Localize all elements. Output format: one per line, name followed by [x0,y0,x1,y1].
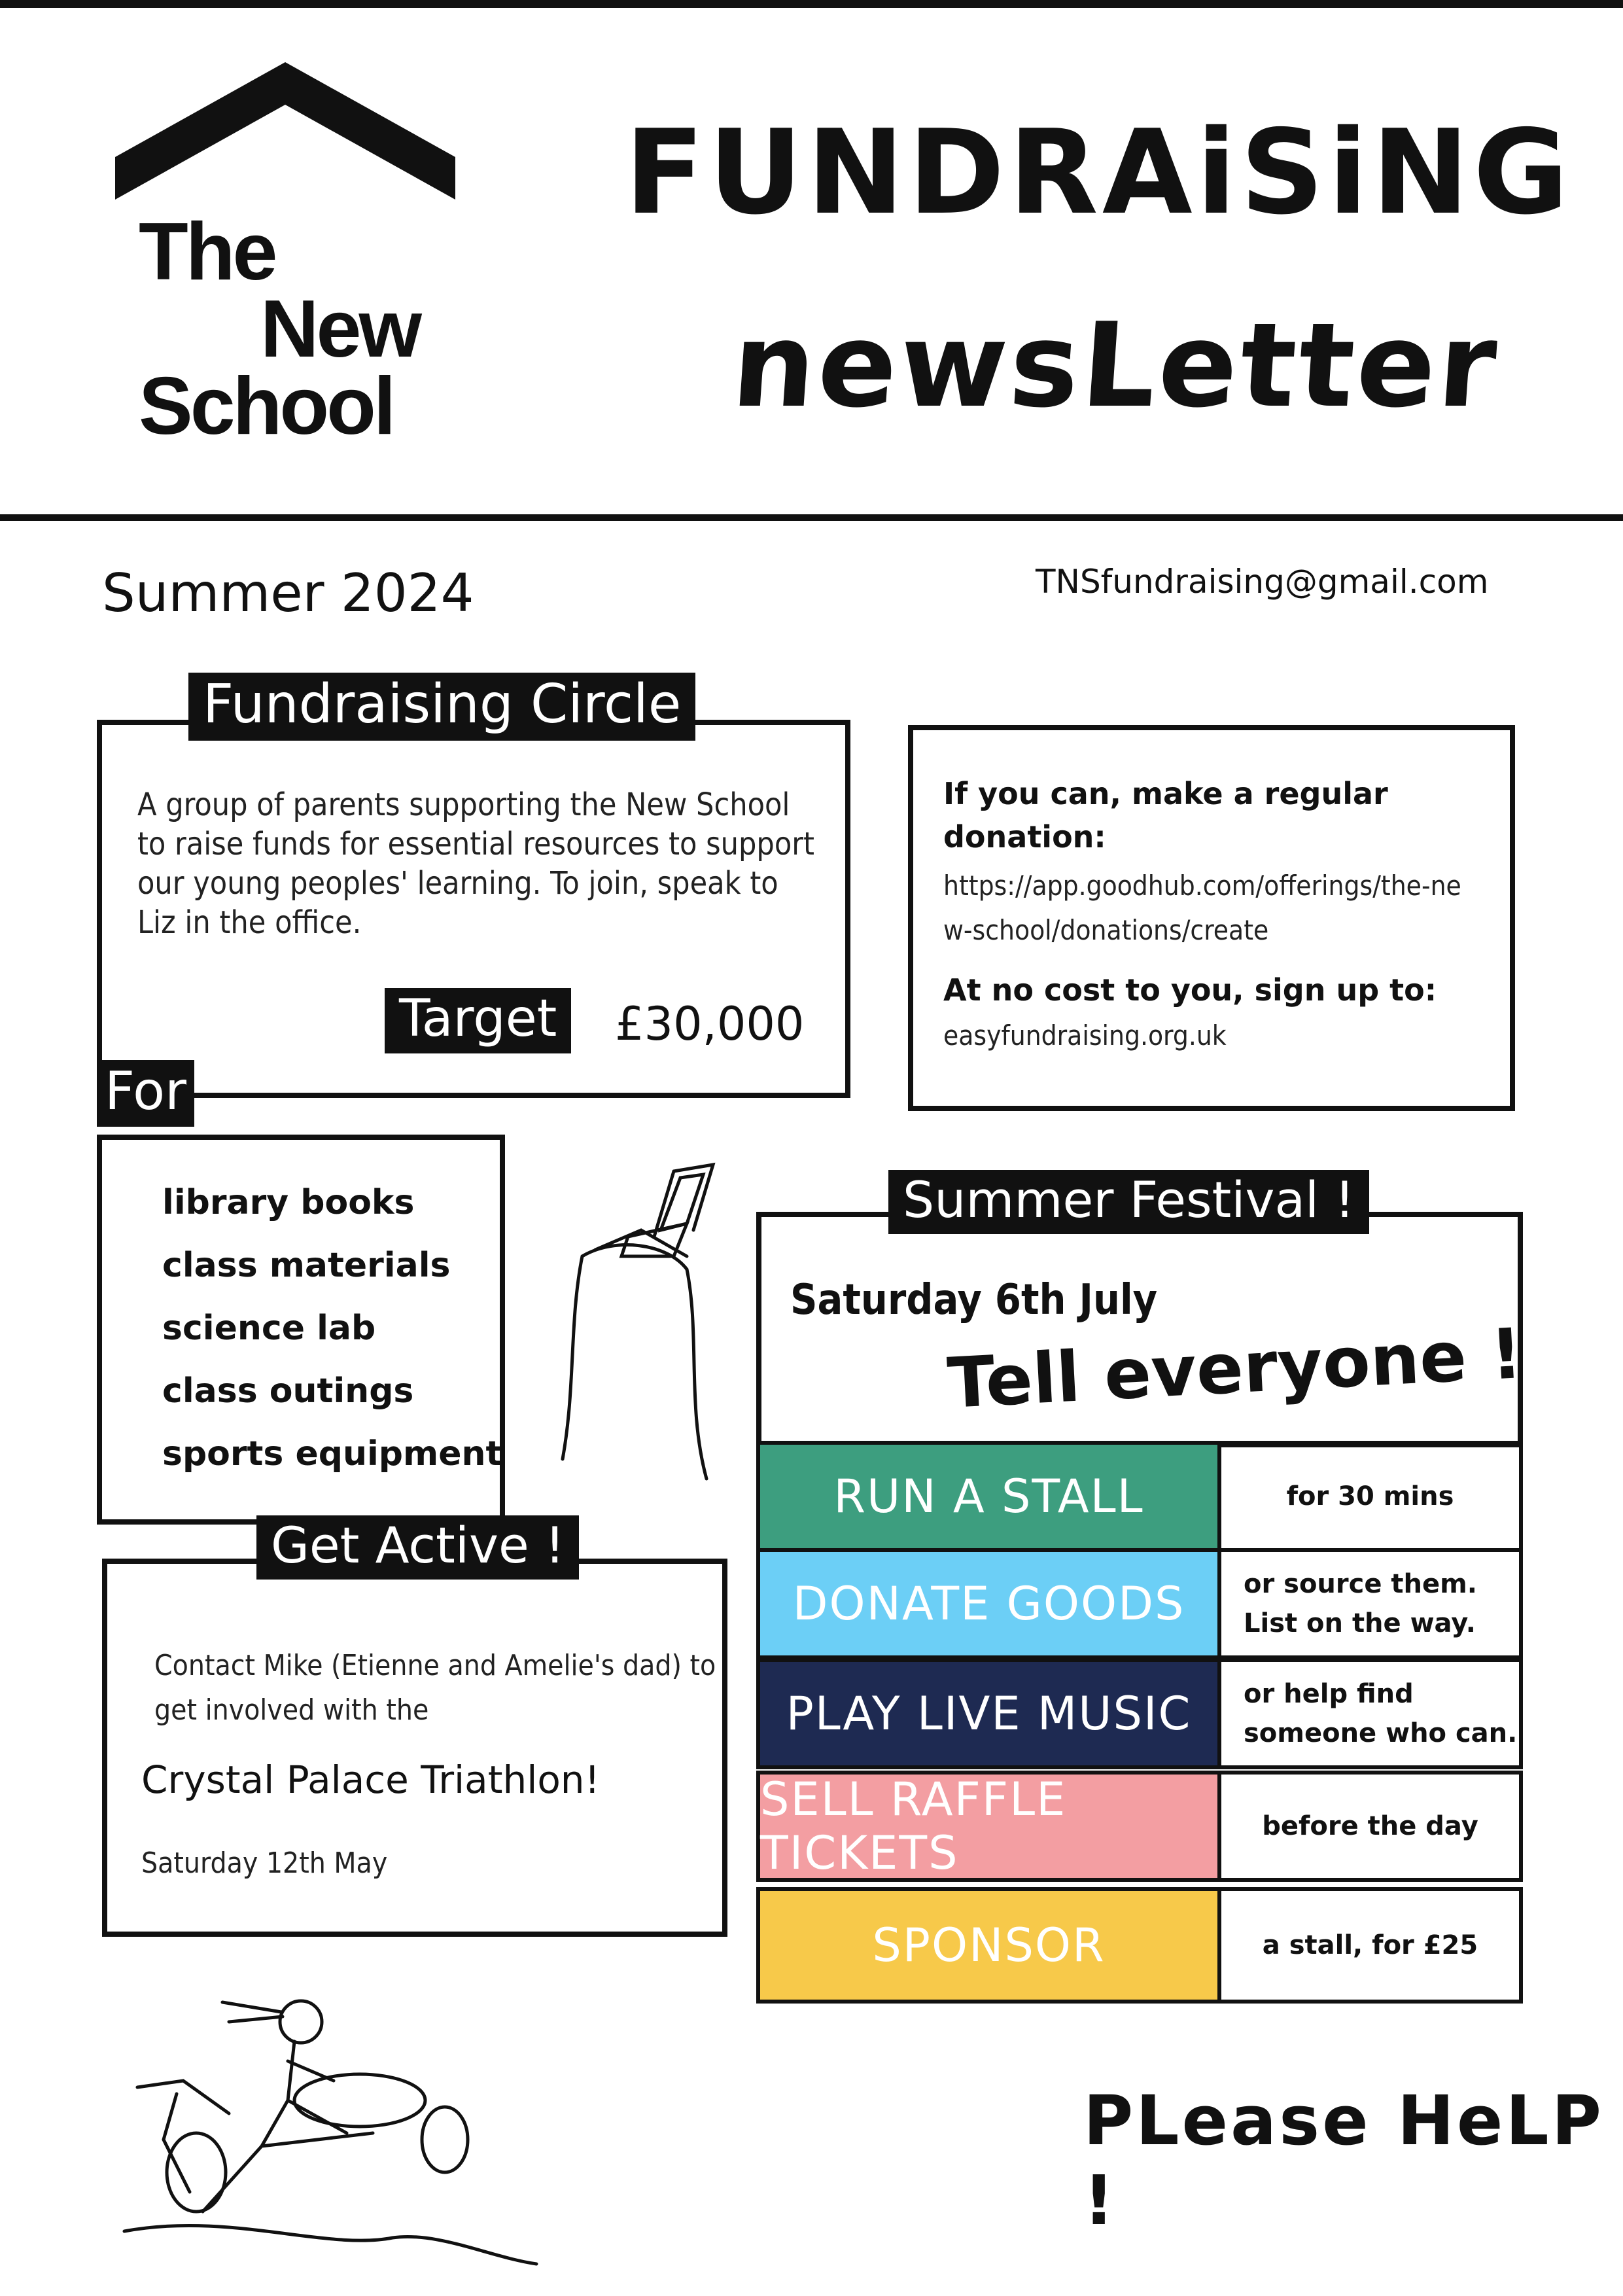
festival-row-run-stall [756,1441,1523,1552]
contact-email[interactable]: TNSfundraising@gmail.com [1036,563,1489,601]
triathlon-event: Crystal Palace Triathlon! [141,1757,600,1802]
list-item: library books [162,1183,415,1222]
list-item: class materials [162,1246,451,1285]
regular-donation-heading: If you can, make a regular donation: [943,776,1388,855]
for-label: For [97,1060,194,1127]
logo-line-school: School [139,361,394,451]
festival-row-live-music [756,1658,1523,1769]
list-item: science lab [162,1309,376,1348]
for-list [162,1171,502,1485]
triathlon-date: Saturday 12th May [141,1846,388,1880]
no-cost-heading: At no cost to you, sign up to: [943,972,1437,1008]
easyfundraising-link[interactable]: easyfundraising.org.uk [943,1019,1227,1051]
list-item: sports equipment [162,1434,502,1474]
festival-slogan: Tell everyone ! [945,1313,1524,1424]
raffle-detail: before the day [1262,1811,1478,1841]
get-active-contact: Contact Mike (Etienne and Amelie's dad) to get involved with the [154,1649,716,1727]
target-value: £30,000 [615,997,805,1051]
donate-goods-detail: or source them. List on the way. [1244,1569,1477,1638]
cyclist-illustration [98,1976,556,2277]
donation-tube-illustration [556,1158,726,1485]
newsletter-title-sub: newsLetter [727,298,1503,433]
get-active-label: Get Active ! [256,1515,579,1580]
sponsor-detail: a stall, for £25 [1262,1930,1478,1960]
header-divider [0,514,1623,521]
logo-line-new: New [260,284,419,374]
raffle-action: SELL RAFFLE TICKETS [760,1775,1221,1878]
festival-row-sponsor [756,1887,1523,2004]
season-label: Summer 2024 [102,563,474,624]
festival-date: Saturday 6th July [790,1276,1158,1324]
donate-goods-action: DONATE GOODS [760,1552,1221,1655]
sponsor-action: SPONSOR [760,1891,1221,2000]
live-music-detail: or help find someone who can. [1244,1679,1518,1748]
festival-row-raffle [756,1771,1523,1882]
run-stall-action: RUN A STALL [760,1445,1221,1548]
run-stall-detail: for 30 mins [1286,1481,1454,1511]
goodhub-link[interactable]: https://app.goodhub.com/offerings/the-new-school/donations/create [943,870,1461,946]
list-item: class outings [162,1371,414,1411]
logo-line-the: The [139,207,275,297]
fundraising-circle-description: A group of parents supporting the New School to raise funds for essential resources to support our young peoples' learning. To join, speak to Liz in the office. [137,786,814,941]
get-active-box [102,1559,727,1937]
newsletter-title-main: FUNDRAiSiNG [625,105,1573,240]
summer-festival-label: Summer Festival ! [888,1170,1369,1234]
target-label: Target [385,988,571,1053]
festival-row-donate-goods [756,1548,1523,1659]
please-help-text: PLease HeLP ! [1083,2081,1604,2240]
school-roof-icon [115,59,455,203]
live-music-action: PLAY LIVE MUSIC [760,1662,1221,1765]
top-border [0,0,1623,8]
fundraising-circle-label: Fundraising Circle [188,673,695,741]
